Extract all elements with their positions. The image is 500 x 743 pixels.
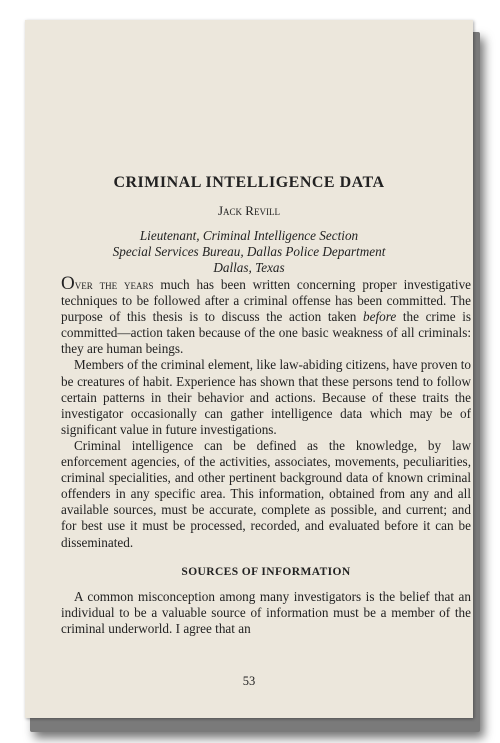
- document-page: [25, 20, 473, 718]
- paragraph-1-text-b: the crime is committed—action taken because of the one basic weakness of all criminals: they are human beings.: [61, 309, 472, 357]
- page-number: 53: [242, 674, 256, 688]
- paragraph-1: [61, 273, 472, 357]
- paragraph-1-italic: before: [363, 309, 397, 325]
- section-heading: SOURCES OF INFORMATION: [181, 565, 351, 578]
- paragraph-1-text-a: much has been written concerning proper investigative techniques to be followed after a criminal offense has been committed. The purpose of this thesis is to discuss the action taken: [61, 277, 472, 325]
- affiliation-line-1: Lieutenant, Criminal Intelligence Section: [139, 228, 359, 243]
- article-body: [61, 273, 472, 637]
- paragraph-4: A common misconception among many investigators is the belief that an individual to be a valuable source of information must be a member of the criminal underworld. I agree that an: [61, 588, 471, 636]
- affiliation-line-3: Dallas, Texas: [213, 260, 285, 275]
- article-title: CRIMINAL INTELLIGENCE DATA: [113, 174, 385, 191]
- opening-small-caps: ver the years: [74, 277, 154, 292]
- affiliation-line-2: Special Services Bureau, Dallas Police Department: [112, 244, 386, 259]
- drop-cap: O: [61, 273, 75, 294]
- paragraph-2: Members of the criminal element, like law-abiding citizens, have proven to be creatures of habit. Experience has shown that these persons tend to follow certain patterns in their behavior and actions. Because of these traits the investigator occasionally can gather intelligence data which may be of significant value in future investigations.: [61, 357, 471, 437]
- paragraph-3: Criminal intelligence can be defined as the knowledge, by law enforcement agencies, of the activities, associates, movements, peculiarities, criminal specialities, and other pertinent background data of known criminal offenders in any specific area. This information, obtained from any and all available sources, must be accurate, complete as possible, and current; and for best use it must be processed, recorded, and evaluated before it can be disseminated.: [61, 437, 471, 550]
- author-name: Jack Revill: [218, 203, 280, 218]
